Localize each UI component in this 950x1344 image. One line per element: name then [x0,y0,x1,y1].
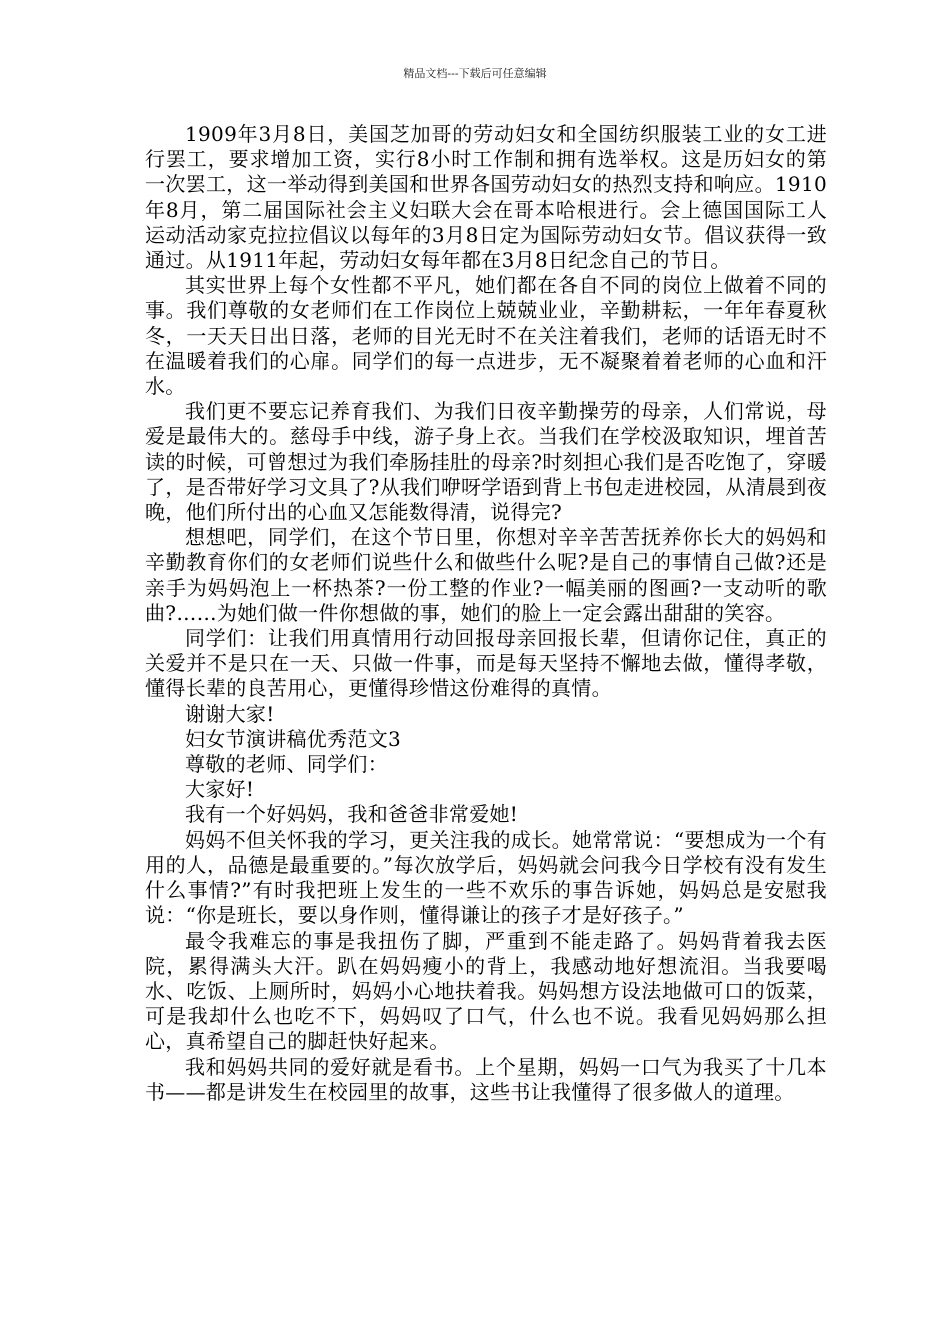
page-header: 精品文档---下载后可任意编辑 [403,67,547,80]
paragraph-female-teachers: 其实世界上每个女性都不平凡，她们都在各自不同的岗位上做着不同的事。我们尊敬的女老师们在工作岗位上兢兢业业，辛勤耕耘，一年年春夏秋冬，一天天日出日落，老师的目光无时不在关注着我们，老师的话语无时不在温暖着我们的心扉。同学们的每一点进步，无不凝聚着着老师的心血和汗水。 [145,273,827,399]
section-heading: 妇女节演讲稿优秀范文3 [185,726,402,751]
paragraph-injury-story: 最令我难忘的事是我扭伤了脚，严重到不能走路了。妈妈背着我去医院，累得满头大汗。趴在妈妈瘦小的背上，我感动地好想流泪。当我要喝水、吃饭、上厕所时，妈妈小心地扶着我。妈妈想方设法地做可口的饭菜，可是我却什么也吃不下，妈妈叹了口气，什么也不说。我看见妈妈那么担心，真希望自己的脚赶快好起来。 [145,928,827,1054]
paragraph-thanks: 谢谢大家! [185,701,275,726]
paragraph-call-to-action: 同学们：让我们用真情用行动回报母亲回报长辈，但请你记住，真正的关爱并不是只在一天、只做一件事，而是每天坚持不懈地去做，懂得孝敬，懂得长辈的良苦用心，更懂得珍惜这份难得的真情。 [145,626,827,701]
paragraph-mother-care: 妈妈不但关怀我的学习，更关注我的成长。她常常说：“要想成为一个有用的人，品德是最重要的。”每次放学后，妈妈就会问我今日学校有没有发生什么事情?”有时我把班上发生的一些不欢乐的事告诉她，妈妈总是安慰我说：“你是班长，要以身作则，懂得谦让的孩子才是好孩子。” [145,827,827,928]
paragraph-reading: 我和妈妈共同的爱好就是看书。上个星期，妈妈一口气为我买了十几本书——都是讲发生在校园里的故事，这些书让我懂得了很多做人的道理。 [145,1054,827,1104]
paragraph-womens-day-history: 1909年3月8日，美国芝加哥的劳动妇女和全国纺织服装工业的女工进行罢工，要求增加工资，实行8小时工作制和拥有选举权。这是历妇女的第一次罢工，这一举动得到美国和世界各国劳动妇女的热烈支持和响应。1910年8月，第二届国际社会主义妇联大会在哥本哈根进行。会上德国国际工人运动活动家克拉拉倡议以每年的3月8日定为国际劳动妇女节。倡议获得一致通过。从1911年起，劳动妇女每年都在3月8日纪念自己的节日。 [145,122,827,273]
document-body [145,122,827,1105]
salutation: 尊敬的老师、同学们： [185,752,388,777]
paragraph-mothers: 我们更不要忘记养育我们、为我们日夜辛勤操劳的母亲，人们常说，母爱是最伟大的。慈母手中线，游子身上衣。当我们在学校汲取知识，埋首苦读的时候，可曾想过为我们牵肠挂肚的母亲?时刻担心我们是否吃饱了，穿暖了，是否带好学习文具了?从我们咿呀学语到背上书包走进校园，从清晨到夜晚，他们所付出的心血又怎能数得清，说得完? [145,399,827,525]
paragraph-good-mother: 我有一个好妈妈，我和爸爸非常爱她! [185,802,519,827]
paragraph-reflection: 想想吧，同学们，在这个节日里，你想对辛辛苦苦抚养你长大的妈妈和辛勤教育你们的女老师们说些什么和做些什么呢?是自己的事情自己做?还是亲手为妈妈泡上一杯热茶?一份工整的作业?一幅美丽的图画?一支动听的歌曲?……为她们做一件你想做的事，她们的脸上一定会露出甜甜的笑容。 [145,525,827,625]
greeting: 大家好! [185,777,255,802]
